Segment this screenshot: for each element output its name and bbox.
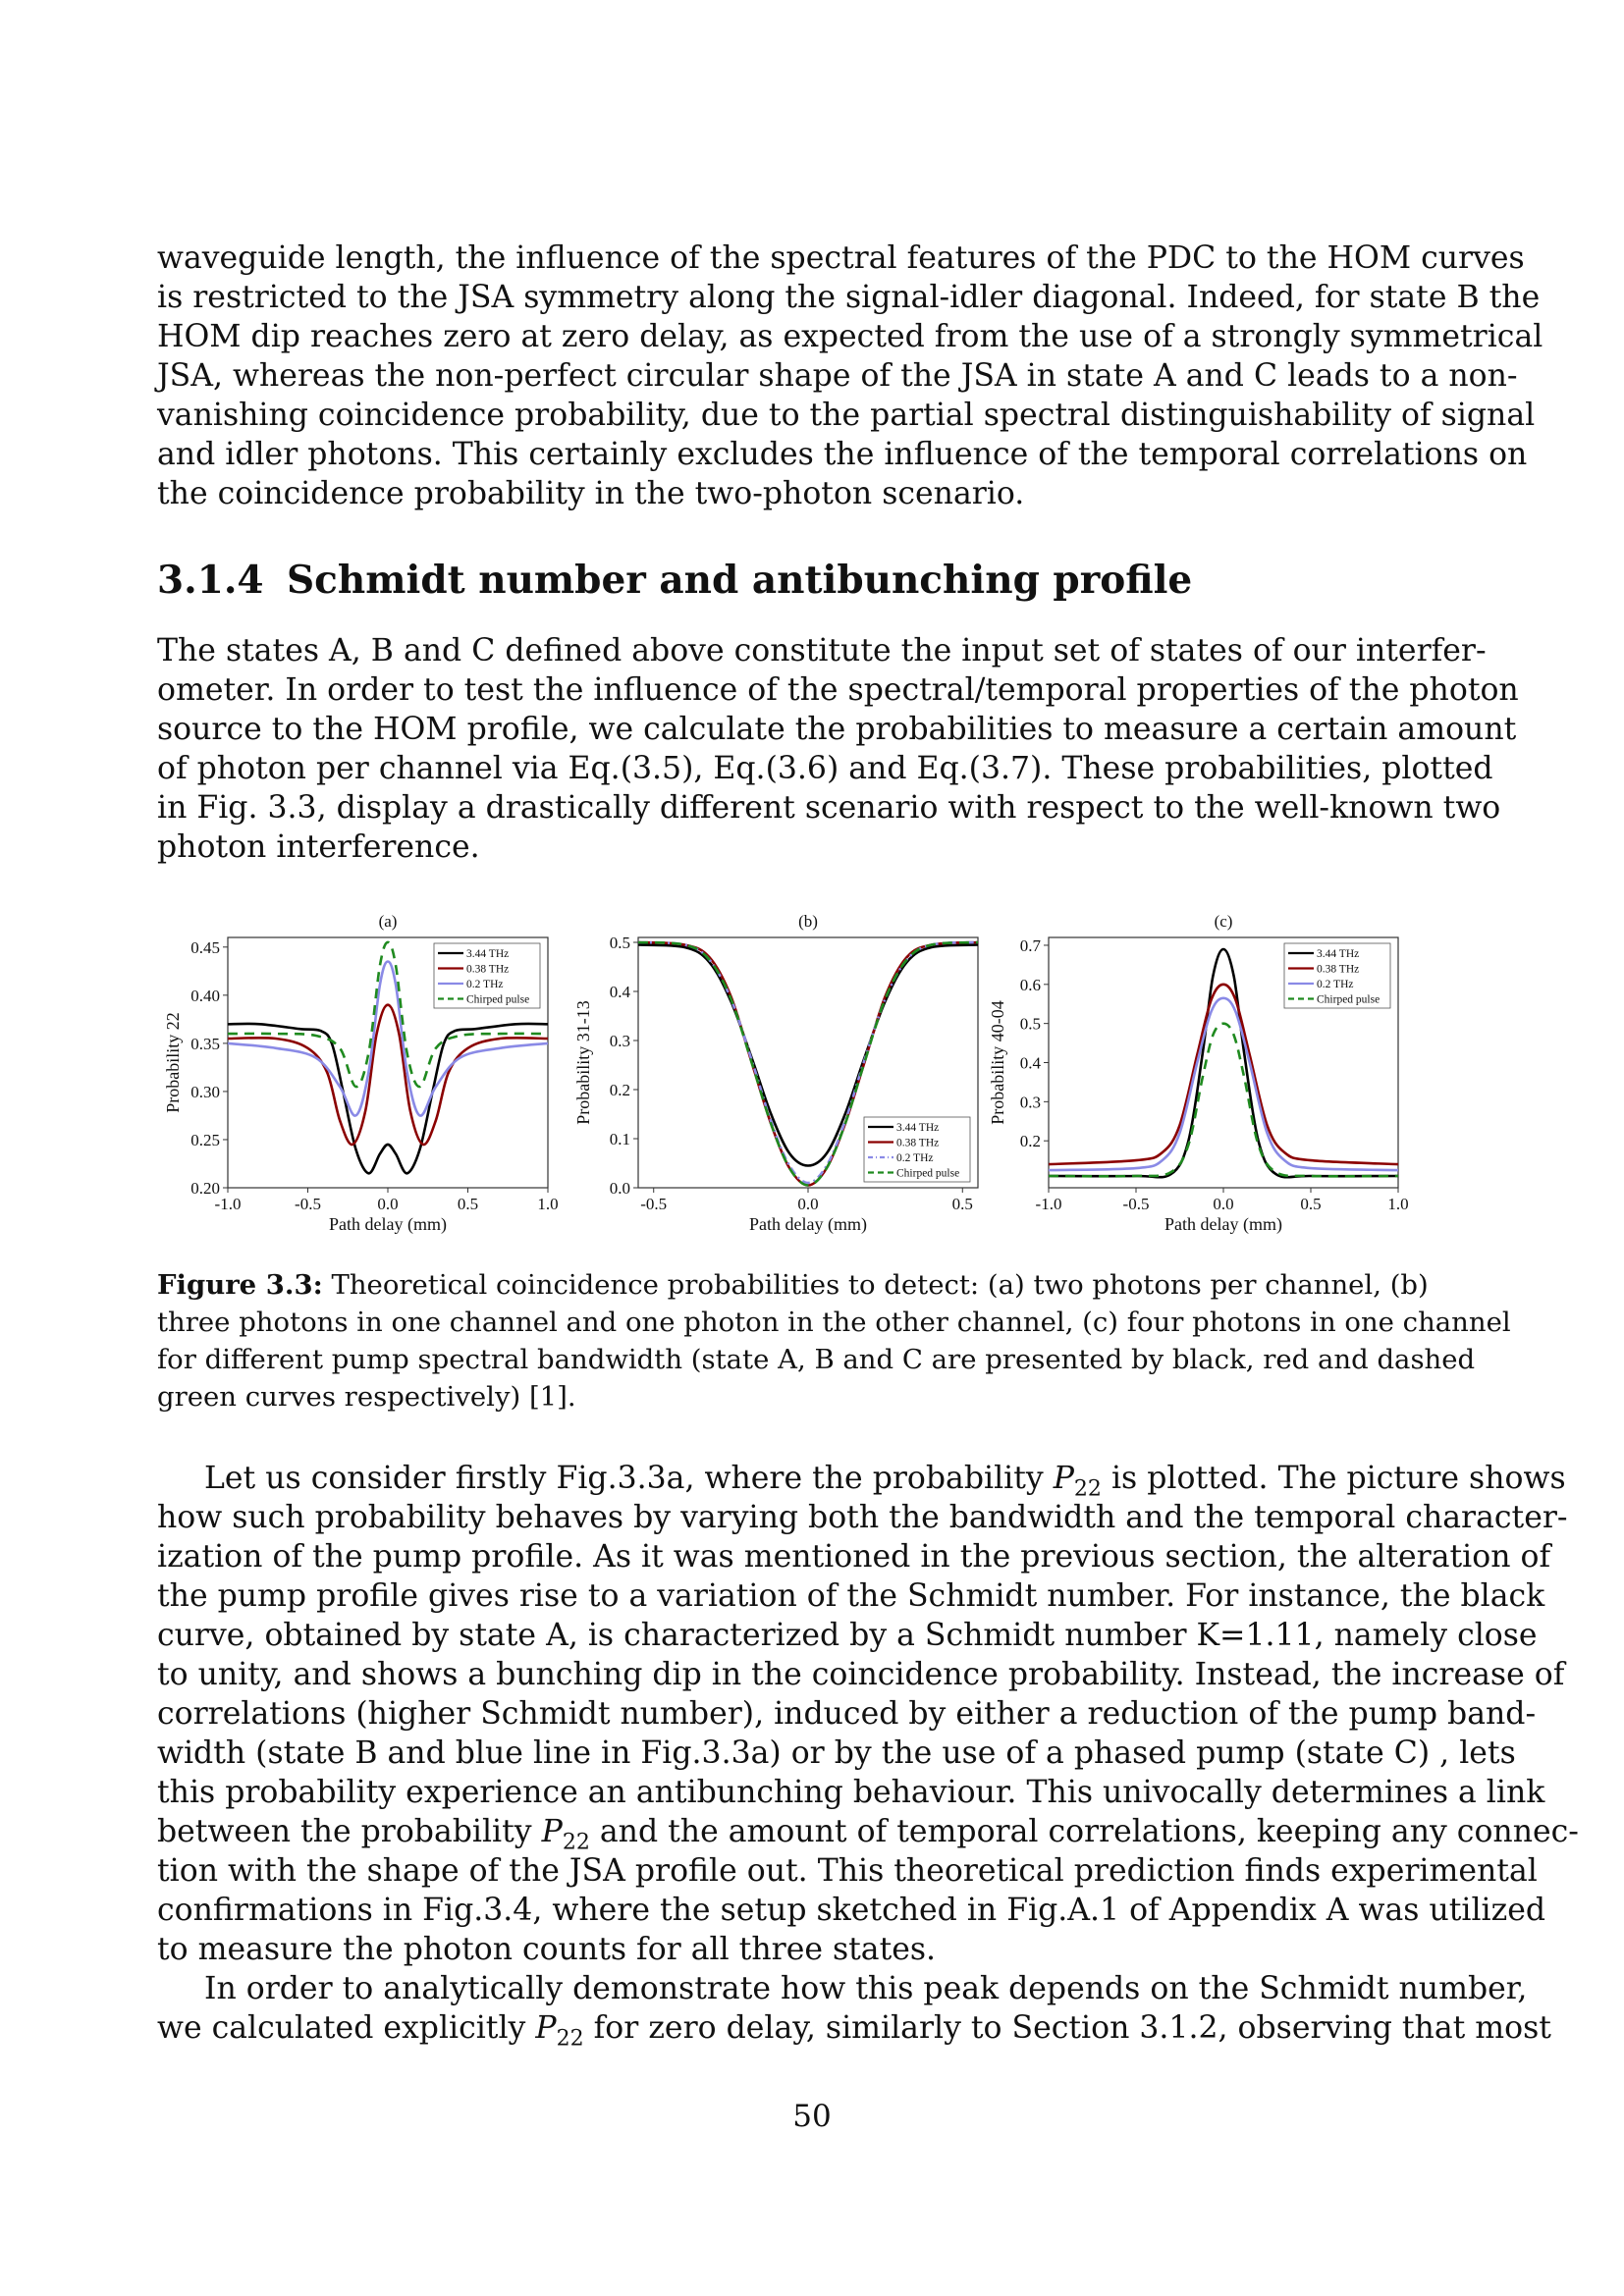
text-line: width (state B and blue line in Fig.3.3a) or by the use of a phased pump (state C) , lets [157, 1735, 1516, 1771]
y-tick-label: 0.6 [1019, 975, 1041, 994]
legend-label: 0.38 THz [466, 963, 510, 976]
text-line: the pump profile gives rise to a variation of the Schmidt number. For instance, the black [157, 1578, 1545, 1614]
y-tick-label: 0.30 [190, 1082, 220, 1101]
text-line: this probability experience an antibunching behaviour. This univocally determines a link [157, 1775, 1545, 1810]
chart-title: (c) [1214, 912, 1233, 931]
text-run: Let us consider firstly Fig.3.3a, where the probability [204, 1461, 1054, 1496]
text-run: between the probability [157, 1814, 542, 1849]
paragraph-p22 [157, 1459, 1579, 1969]
legend-label: Chirped pulse [466, 993, 530, 1006]
x-tick-label: 0.5 [457, 1195, 479, 1213]
y-tick-label: 0.25 [190, 1130, 220, 1149]
caption-text: green curves respectively) [1]. [157, 1381, 576, 1413]
legend-label: 0.2 THz [896, 1152, 934, 1164]
x-tick-label: -0.5 [640, 1195, 668, 1213]
text-line: The states A, B and C defined above constitute the input set of states of our interfer- [157, 633, 1487, 668]
y-tick-label: 0.7 [1019, 935, 1041, 955]
x-tick-label: 0.5 [1300, 1195, 1322, 1213]
text-run: we calculated explicitly [157, 2010, 536, 2046]
chart-title: (a) [378, 912, 398, 931]
legend-label: 3.44 THz [1317, 948, 1360, 960]
x-tick-label: 0.0 [377, 1195, 399, 1213]
x-tick-label: 1.0 [537, 1195, 559, 1213]
paragraph-intro [157, 239, 1543, 513]
text-line: to unity, and shows a bunching dip in the coincidence probability. Instead, the increase of [157, 1657, 1565, 1692]
series-line [228, 1024, 548, 1173]
y-tick-label: 0.20 [190, 1179, 220, 1198]
math-var: P [541, 1814, 563, 1849]
text-line: to measure the photon counts for all three states. [157, 1932, 937, 1967]
legend-label: Chirped pulse [1317, 993, 1380, 1006]
y-axis-label: Probability 40-04 [988, 1000, 1007, 1125]
text-line: tion with the shape of the JSA profile out. This theoretical prediction finds experimental [157, 1853, 1538, 1889]
series-line [1049, 985, 1398, 1164]
legend-label: 0.2 THz [1317, 979, 1354, 990]
x-tick-label: 1.0 [1387, 1195, 1409, 1213]
legend-label: 0.38 THz [896, 1137, 940, 1149]
math-var: P [1053, 1461, 1074, 1496]
y-tick-label: 0.0 [609, 1179, 630, 1198]
x-axis-label: Path delay (mm) [749, 1214, 867, 1234]
legend-label: 0.2 THz [466, 979, 504, 990]
y-tick-label: 0.5 [1019, 1014, 1041, 1034]
x-tick-label: -0.5 [295, 1195, 321, 1213]
text-line: of photon per channel via Eq.(3.5), Eq.(3.6) and Eq.(3.7). These probabilities, plotted [157, 751, 1493, 786]
x-tick-label: 0.0 [797, 1195, 819, 1213]
text-line: in Fig. 3.3, display a drastically different scenario with respect to the well-known two [157, 790, 1501, 826]
x-tick-label: -0.5 [1122, 1195, 1150, 1213]
paragraph-states [157, 631, 1519, 867]
text-line: In order to analytically demonstrate how this peak depends on the Schmidt number, [204, 1971, 1528, 2006]
y-tick-label: 0.5 [609, 934, 630, 952]
caption-label: Figure 3.3: [157, 1269, 323, 1301]
legend-label: 0.38 THz [1317, 963, 1360, 976]
y-tick-label: 0.3 [609, 1032, 630, 1050]
y-tick-label: 0.40 [190, 986, 220, 1005]
y-tick-label: 0.35 [190, 1034, 220, 1053]
y-tick-label: 0.1 [609, 1130, 630, 1148]
text-line: how such probability behaves by varying both the bandwidth and the temporal character- [157, 1500, 1568, 1535]
series-line [1049, 1024, 1398, 1177]
chart-b [568, 905, 980, 1258]
math-var: P [535, 2010, 557, 2046]
text-run: and the amount of temporal correlations, keeping any connec- [589, 1814, 1579, 1849]
paragraph-analytic [157, 1969, 1551, 2052]
chart-title: (b) [798, 912, 818, 931]
text-line: JSA, whereas the non-perfect circular shape of the JSA in state A and C leads to a non- [157, 358, 1518, 394]
x-tick-label: -1.0 [1035, 1195, 1062, 1213]
y-tick-label: 0.4 [1019, 1053, 1041, 1073]
legend-label: 3.44 THz [466, 948, 510, 960]
x-tick-label: 0.5 [951, 1195, 973, 1213]
y-tick-label: 0.2 [609, 1081, 630, 1099]
caption-text: three photons in one channel and one photon in the other channel, (c) four photons in one channel [157, 1307, 1511, 1338]
x-axis-label: Path delay (mm) [329, 1214, 447, 1234]
text-line: correlations (higher Schmidt number), induced by either a reduction of the pump band- [157, 1696, 1537, 1732]
text-line: source to the HOM profile, we calculate the probabilities to measure a certain amount [157, 712, 1517, 747]
chart-c [982, 905, 1409, 1258]
y-axis-label: Probability 31-13 [573, 1000, 593, 1125]
x-tick-label: 0.0 [1213, 1195, 1234, 1213]
figure-3-3 [157, 905, 1409, 1258]
text-line: curve, obtained by state A, is characterized by a Schmidt number K=1.11, namely close [157, 1618, 1538, 1653]
caption-text: Theoretical coincidence probabilities to detect: (a) two photons per channel, (b) [331, 1269, 1429, 1301]
text-line: ization of the pump profile. As it was mentioned in the previous section, the alteration of [157, 1539, 1551, 1575]
math-sub: 22 [562, 1830, 590, 1855]
text-line: confirmations in Fig.3.4, where the setup sketched in Fig.A.1 of Appendix A was utilized [157, 1893, 1546, 1928]
caption-text: for different pump spectral bandwidth (state A, B and C are presented by black, red and dashed [157, 1344, 1476, 1375]
y-tick-label: 0.2 [1019, 1132, 1041, 1151]
text-line: photon interference. [157, 829, 480, 865]
section-title: Schmidt number and antibunching profile [287, 558, 1193, 603]
text-line: HOM dip reaches zero at zero delay, as expected from the use of a strongly symmetrical [157, 319, 1543, 354]
x-axis-label: Path delay (mm) [1164, 1214, 1282, 1234]
y-tick-label: 0.45 [190, 937, 220, 957]
chart-a [157, 905, 565, 1258]
y-tick-label: 0.4 [609, 983, 630, 1001]
y-axis-label: Probability 22 [163, 1012, 183, 1113]
legend-label: 3.44 THz [896, 1122, 940, 1134]
math-sub: 22 [1073, 1476, 1102, 1502]
text-line: and idler photons. This certainly excludes the influence of the temporal correlations on [157, 437, 1528, 472]
legend-label: Chirped pulse [896, 1167, 960, 1180]
math-sub: 22 [556, 2026, 584, 2052]
text-line: vanishing coincidence probability, due to the partial spectral distinguishability of signal [157, 398, 1536, 433]
text-run: is plotted. The picture shows [1101, 1461, 1566, 1496]
text-line: ometer. In order to test the influence of the spectral/temporal properties of the photon [157, 672, 1519, 708]
text-line: is restricted to the JSA symmetry along the signal-idler diagonal. Indeed, for state B the [157, 280, 1541, 315]
text-line: the coincidence probability in the two-photon scenario. [157, 476, 1025, 511]
section-number: 3.1.4 [157, 558, 264, 603]
y-tick-label: 0.3 [1019, 1093, 1041, 1112]
figure-caption [157, 1266, 1511, 1415]
page-number: 50 [792, 2099, 832, 2134]
text-run: for zero delay, similarly to Section 3.1.2, observing that most [583, 2010, 1551, 2046]
text-line: waveguide length, the influence of the spectral features of the PDC to the HOM curves [157, 240, 1525, 276]
x-tick-label: -1.0 [214, 1195, 242, 1213]
section-heading [157, 558, 1192, 603]
